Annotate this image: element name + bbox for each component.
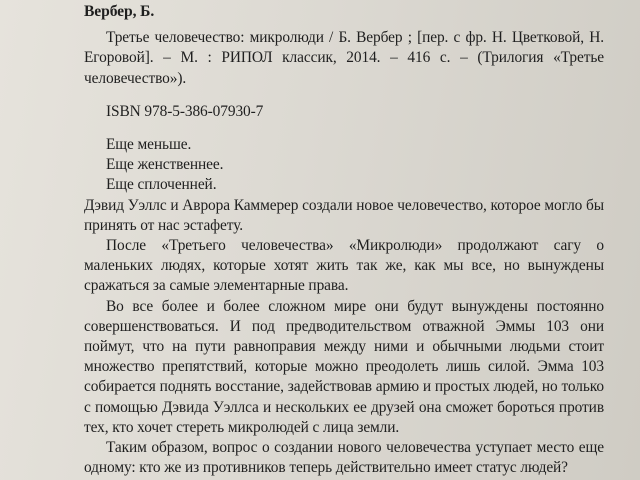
tagline: Еще меньше.	[106, 136, 192, 154]
isbn-number: ISBN 978-5-386-07930-7	[106, 102, 264, 120]
annotation-paragraph: Дэвид Уэллс и Аврора Каммерер создали новое человечество, которое могло бы принять от нас эстафету.	[84, 196, 604, 234]
bibliographic-description: Третье человечество: микролюди / Б. Вербер ; [пер. с фр. Н. Цветковой, Н. Егоровой]. – М. : РИПОЛ классик, 2014. – 416 с. – (Трилогия «Третье человечество»).	[84, 29, 604, 87]
annotation-paragraph: Таким образом, вопрос о создании нового человечества уступает место еще одному: кто же из противников теперь действительно имеет статус людей?	[84, 439, 604, 477]
annotation-paragraph: Во все более и более сложном мире они будут вынуждены постоянно совершенствоваться. И под предводительством отважной Эммы 103 они поймут, что на пути равноправия между ними и обычными людьми стоит множество препятствий, которые можно преодолеть лишь силой. Эмма 103 собирается поднять восстание, задействовав армию и простых людей, но только с помощью Дэвида Уэллса и нескольких ее друзей она сможет бороться против тех, кто хочет стереть микролюдей с лица земли.	[84, 297, 604, 436]
catalog-card	[84, 2, 604, 478]
tagline-block	[84, 135, 604, 196]
tagline: Еще женственнее.	[106, 156, 224, 174]
author-heading: Вербер, Б.	[84, 3, 155, 20]
tagline: Еще сплоченней.	[106, 176, 217, 194]
annotation-paragraph: После «Третьего человечества» «Микролюди» продолжают сагу о маленьких людях, которые хотят жить так же, как мы все, но вынуждены сражаться за самые элементарные права.	[84, 237, 604, 295]
